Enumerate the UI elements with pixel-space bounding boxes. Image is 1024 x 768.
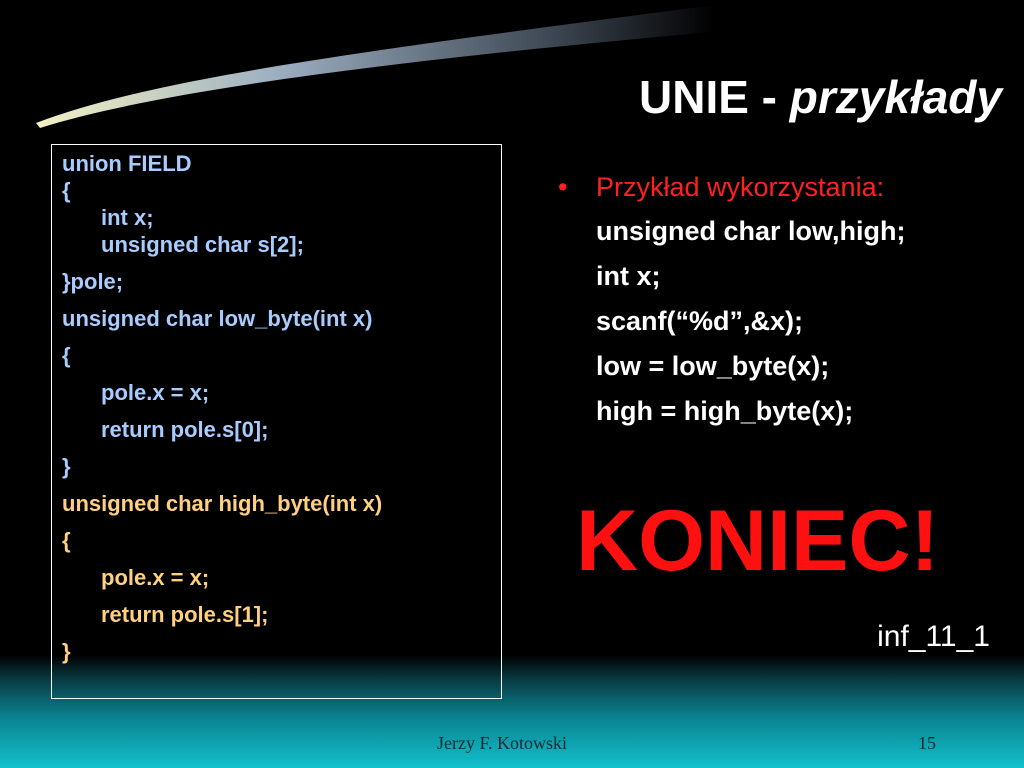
code-line: return pole.s[0]; <box>101 417 269 442</box>
example-line: int x; <box>596 261 661 291</box>
example-heading-row <box>558 165 906 209</box>
example-line: scanf(“%d”,&x); <box>596 306 804 336</box>
code-line: unsigned char s[2]; <box>101 232 304 257</box>
title-italic: przykłady <box>789 71 1002 123</box>
code-listing <box>62 150 382 665</box>
bullet-icon: • <box>558 172 568 202</box>
code-line: int x; <box>101 205 154 230</box>
code-line: { <box>62 343 71 368</box>
code-line: } <box>62 454 71 479</box>
slide-code-id: inf_11_1 <box>877 620 990 653</box>
code-line: union FIELD <box>62 151 192 176</box>
code-line: unsigned char low_byte(int x) <box>62 306 373 331</box>
slide-title <box>639 70 1002 124</box>
example-line: low = low_byte(x); <box>596 351 830 381</box>
example-heading: Przykład wykorzystania: <box>596 172 885 202</box>
code-line: pole.x = x; <box>101 565 210 590</box>
ending-text: KONIEC! <box>576 493 940 589</box>
page-number: 15 <box>918 733 936 753</box>
code-line: }pole; <box>62 269 124 294</box>
example-block <box>558 165 906 434</box>
example-line: high = high_byte(x); <box>596 396 854 426</box>
title-main: UNIE - <box>639 71 790 123</box>
code-line: unsigned char high_byte(int x) <box>62 491 383 516</box>
code-line: { <box>62 528 71 553</box>
footer-author: Jerzy F. Kotowski <box>437 733 568 753</box>
code-line: return pole.s[1]; <box>101 602 269 627</box>
code-line: } <box>62 639 71 664</box>
code-line: pole.x = x; <box>101 380 210 405</box>
code-line: { <box>62 178 71 203</box>
example-line: unsigned char low,high; <box>596 216 906 246</box>
